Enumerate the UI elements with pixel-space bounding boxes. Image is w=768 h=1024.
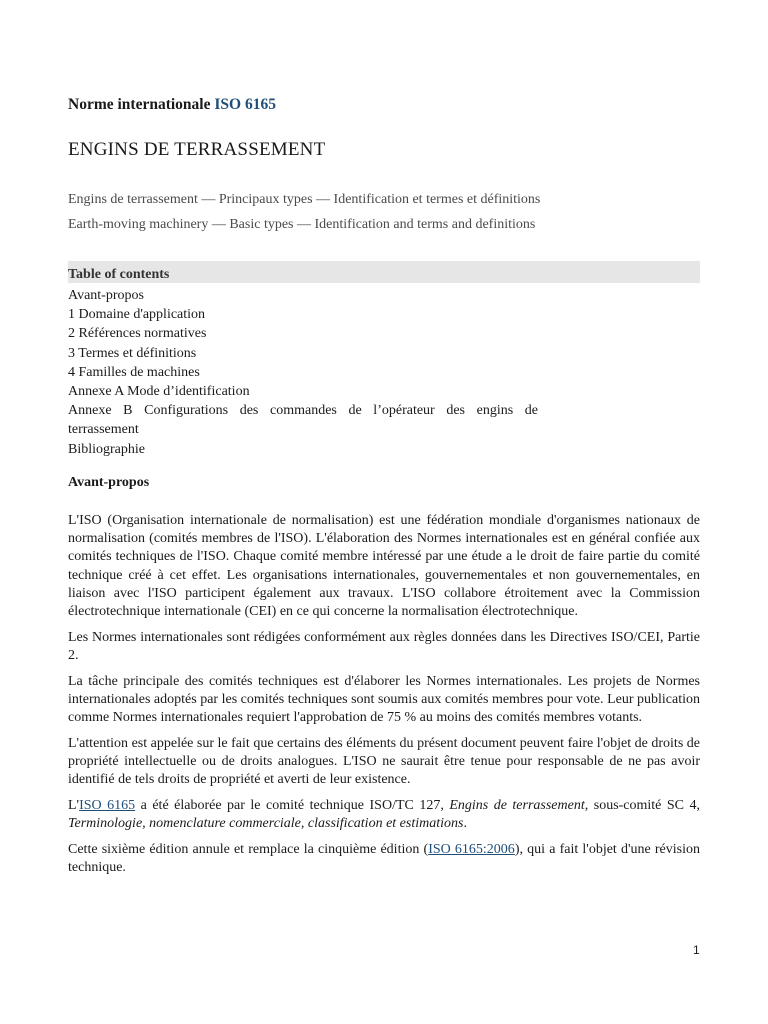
- standard-number: ISO 6165: [214, 96, 276, 113]
- text: , sous-comité SC 4,: [584, 798, 701, 814]
- toc-item[interactable]: Bibliographie: [68, 441, 145, 457]
- text: ), qui a fait l'objet d'une révision technique.: [68, 842, 700, 876]
- text: Terminologie, nomenclature commerciale, classification et estimations: [68, 816, 464, 832]
- toc-item[interactable]: Avant-propos: [68, 288, 144, 303]
- toc-item[interactable]: Annexe A Mode d’identification: [68, 384, 250, 400]
- text: a été élaborée par le comité technique ISO/TC 127,: [135, 798, 450, 814]
- avant-propos-body: [68, 512, 700, 885]
- text: .: [463, 816, 467, 832]
- toc-item[interactable]: 1 Domaine d'application: [68, 307, 206, 323]
- iso-6165-2006-link[interactable]: ISO 6165:2006: [428, 842, 515, 858]
- document-title: ENGINS DE TERRASSEMENT: [68, 139, 326, 160]
- paragraph: Les Normes internationales sont rédigées conformément aux règles données dans les Directives ISO/CEI, Partie 2.: [68, 630, 700, 664]
- page-number: 1: [693, 943, 700, 957]
- iso-6165-link[interactable]: ISO 6165: [79, 798, 136, 814]
- paragraph: La tâche principale des comités techniques est d'élaborer les Normes internationales. Les projets de Normes internationales adoptés par les comités techniques sont soumis aux comités membres pour vote. Leur publication comme Normes internationales requiert l'approbation de 75 % au moins des comités membres votants.: [68, 674, 700, 726]
- toc-heading: Table of contents: [68, 261, 700, 283]
- text: Engins de terrassement: [449, 798, 585, 814]
- standard-prefix: Norme internationale: [68, 96, 211, 113]
- toc-item[interactable]: 3 Termes et définitions: [68, 345, 197, 361]
- paragraph: [68, 841, 700, 877]
- text: L': [68, 798, 80, 814]
- section-heading-avant-propos: Avant-propos: [68, 475, 150, 490]
- paragraph: [68, 797, 700, 833]
- paragraph: L'attention est appelée sur le fait que certains des éléments du présent document peuvent faire l'objet de droits de propriété intellectuelle ou de droits analogues. L'ISO ne saurait être tenue pour responsable de ne pas avoir identifié de tels droits de propriété et averti de leur existence.: [68, 736, 700, 788]
- standard-designation: [68, 96, 276, 114]
- paragraph: L'ISO (Organisation internationale de normalisation) est une fédération mondiale d'organismes nationaux de normalisation (comités membres de l'ISO). L'élaboration des Normes internationales est en général confiée aux comités techniques de l'ISO. Chaque comité membre intéressé par une étude a le droit de faire partie du comité technique créé à cet effet. Les organisations internationales, gouvernementales et non gouvernementales, en liaison avec l'ISO participent également aux travaux. L'ISO collabore étroitement avec la Commission électrotechnique internationale (CEI) en ce qui concerne la normalisation électrotechnique.: [68, 513, 700, 620]
- subtitle-english: Earth-moving machinery — Basic types — Identification and terms and definitions: [68, 217, 536, 232]
- toc-item[interactable]: Annexe B Configurations des commandes de l’opérateur des engins de terrassement: [68, 403, 538, 438]
- toc-list: [68, 286, 538, 459]
- toc-item[interactable]: 2 Références normatives: [68, 326, 207, 342]
- toc-item[interactable]: 4 Familles de machines: [68, 364, 200, 380]
- subtitle-french: Engins de terrassement — Principaux types — Identification et termes et définitions: [68, 192, 541, 207]
- text: Cette sixième édition annule et remplace la cinquième édition (: [68, 842, 429, 858]
